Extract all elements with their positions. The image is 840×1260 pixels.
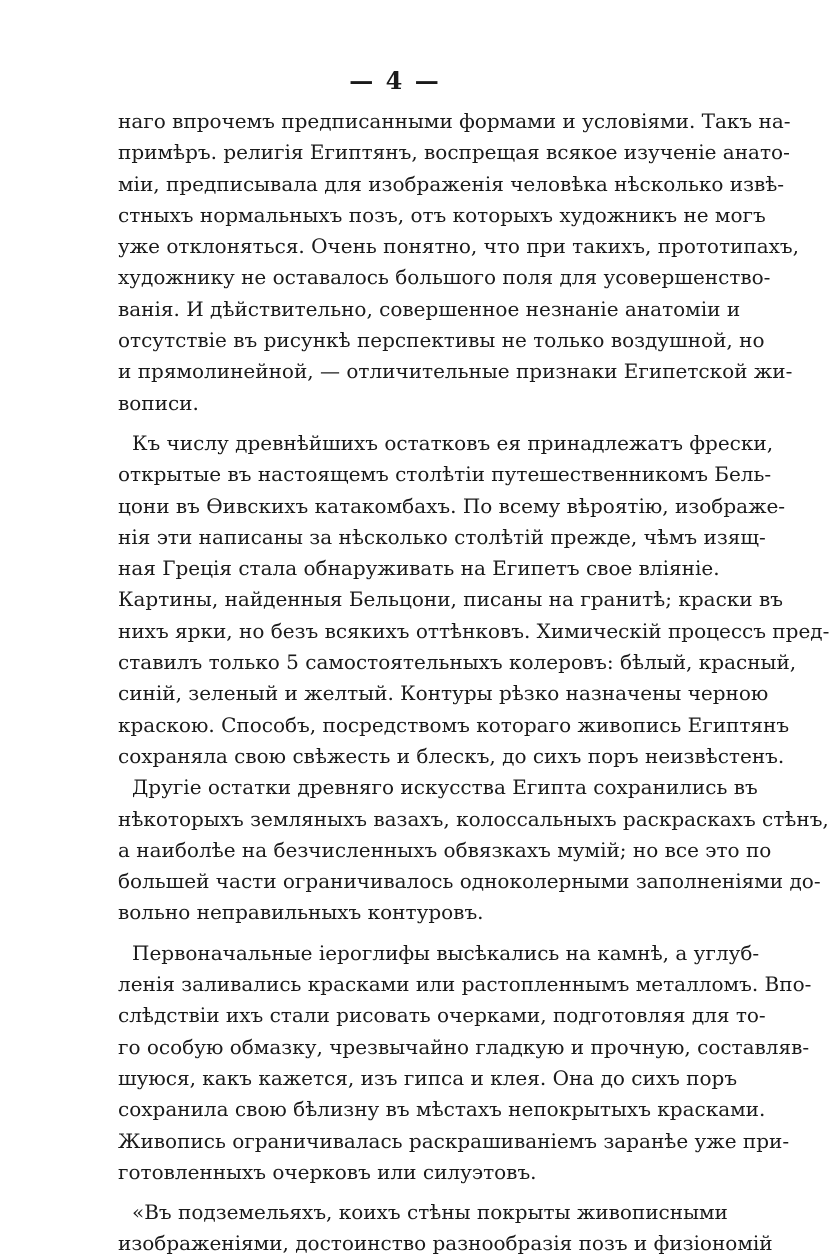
page-number: — 4 — (349, 66, 441, 95)
text-line: слѣдствіи ихъ стали рисовать очерками, подготовляя для то- (118, 1003, 766, 1028)
text-line: ленія заливались красками или растопленнымъ металломъ. Впо- (118, 972, 812, 997)
text-line: уже отклоняться. Очень понятно, что при такихъ, прототипахъ, (118, 234, 799, 259)
paragraph (118, 938, 812, 1188)
text-line: нія эти написаны за нѣсколько столѣтій прежде, чѣмъ изящ- (118, 524, 766, 549)
text-line: а наиболѣе на безчисленныхъ обвязкахъ мумій; но все это по (118, 837, 772, 862)
text-line: и прямолинейной, — отличительные признаки Египетской жи- (118, 359, 793, 384)
text-line: вописи. (118, 390, 199, 415)
text-line: сохранила свою бѣлизну въ мѣстахъ непокрытыхъ красками. (118, 1097, 766, 1122)
paragraph (118, 772, 829, 928)
text-line: стныхъ нормальныхъ позъ, отъ которыхъ художникъ не могъ (118, 202, 766, 227)
text-line: «Въ подземельяхъ, коихъ стѣны покрыты живописными (132, 1200, 728, 1225)
text-line: большей части ограничивалось одноколерными заполненіями до- (118, 869, 821, 894)
text-line: вольно неправильныхъ контуровъ. (118, 900, 484, 925)
paragraph (118, 106, 799, 419)
text-line: ванія. И дѣйствительно, совершенное незнаніе анатоміи и (118, 296, 741, 321)
text-line: нѣкоторыхъ земляныхъ вазахъ, колоссальныхъ раскраскахъ стѣнъ, (118, 806, 829, 831)
text-line: изображеніями, достоинство разнообразія позъ и физіономій (118, 1231, 773, 1256)
text-line: художнику не оставалось большого поля для усовершенство- (118, 265, 771, 290)
text-line: краскою. Способъ, посредствомъ котораго живопись Египтянъ (118, 712, 790, 737)
text-line: міи, предписывала для изображенія человѣка нѣсколько извѣ- (118, 171, 785, 196)
paragraph (118, 428, 830, 772)
text-line: ставилъ только 5 самостоятельныхъ колеровъ: бѣлый, красный, (118, 650, 797, 675)
text-line: Къ числу древнѣйшихъ остатковъ ея принадлежатъ фрески, (132, 430, 774, 455)
text-line: синій, зеленый и желтый. Контуры рѣзко назначены черною (118, 681, 769, 706)
text-line: Живопись ограничивалась раскрашиваніемъ заранѣе уже при- (118, 1128, 790, 1153)
text-line: го особую обмазку, чрезвычайно гладкую и прочную, составляв- (118, 1034, 810, 1059)
body-text (118, 106, 830, 1260)
text-line: сохраняла свою свѣжесть и блескъ, до сихъ поръ неизвѣстенъ. (118, 743, 785, 768)
text-line: готовленныхъ очерковъ или силуэтовъ. (118, 1159, 537, 1184)
text-line: открытые въ настоящемъ столѣтіи путешественникомъ Бель- (118, 462, 772, 487)
text-line: Картины, найденныя Бельцони, писаны на гранитѣ; краски въ (118, 587, 783, 612)
text-line: отсутствіе въ рисункѣ перспективы не только воздушной, но (118, 328, 765, 353)
text-line: шуюся, какъ кажется, изъ гипса и клея. Она до сихъ поръ (118, 1065, 738, 1090)
text-line: Другіе остатки древняго искусства Египта сохранились въ (132, 775, 758, 800)
text-line: наго впрочемъ предписанными формами и условіями. Такъ на- (118, 109, 791, 133)
text-line: цони въ Ѳивскихъ катакомбахъ. По всему вѣроятію, изображе- (118, 493, 786, 518)
text-line: нихъ ярки, но безъ всякихъ оттѣнковъ. Химическій процессъ пред- (118, 618, 830, 643)
text-line: примѣръ. религія Египтянъ, воспрещая всякое изученіе анато- (118, 140, 790, 165)
paragraph (118, 1197, 773, 1260)
text-line: Первоначальные іероглифы высѣкались на камнѣ, а углуб- (132, 940, 760, 965)
text-line: ная Греція стала обнаруживать на Египетъ свое вліяніе. (118, 556, 720, 581)
